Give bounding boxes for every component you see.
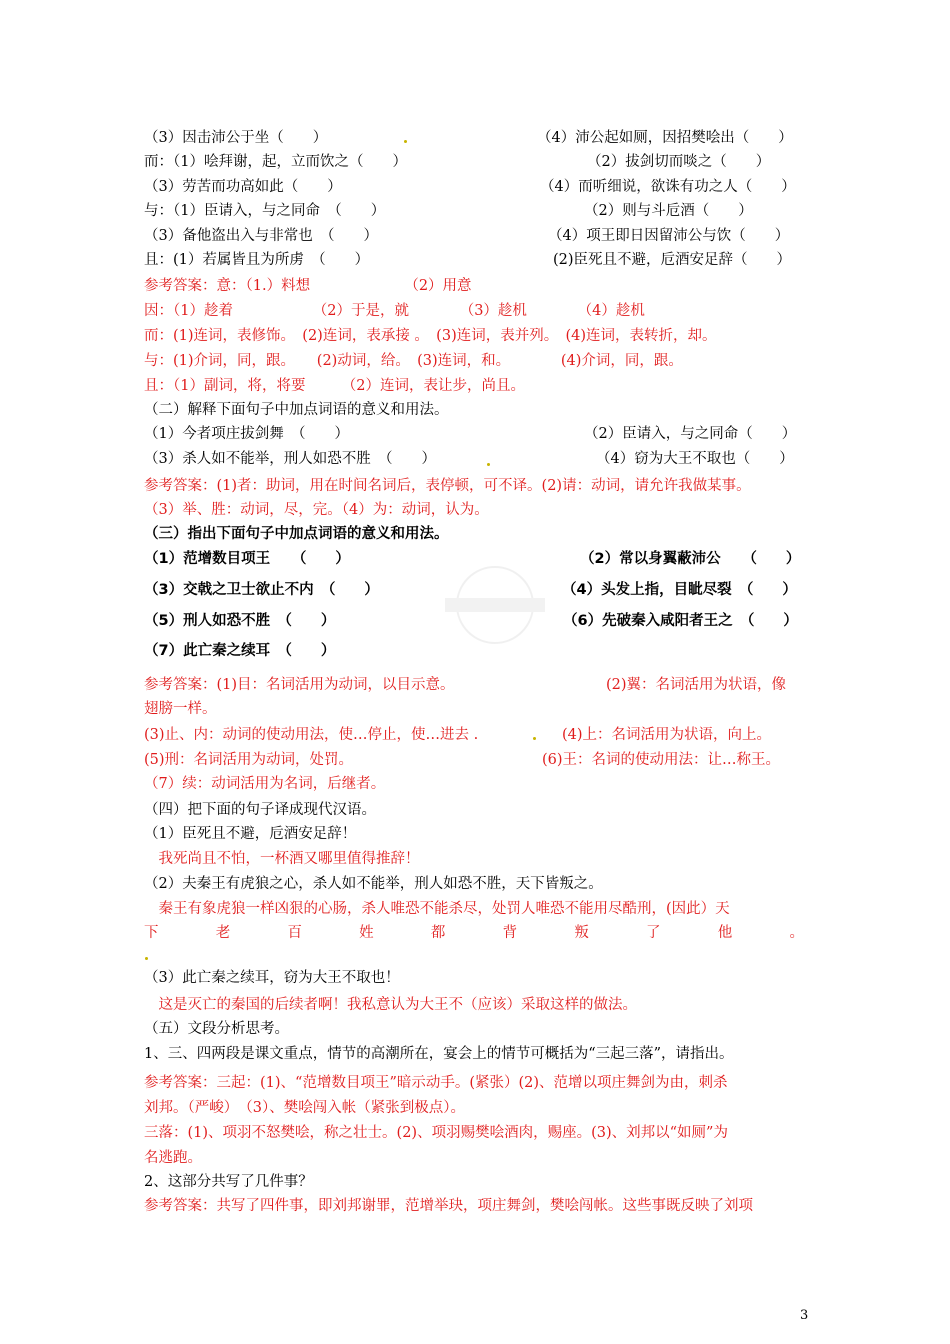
line-right: （2）则与斗卮酒（ ）	[584, 203, 753, 219]
line-text: （7）此亡秦之续耳 （ ）	[144, 643, 336, 659]
line-right: （4）项王即日因留沛公与饮（ ）	[548, 228, 790, 244]
line-text: 参考答案：(1)者：助词，用在时间名词后，表停顿，可不译。(2)请：动词，请允许我做某事。	[144, 478, 751, 494]
stray-mark	[533, 737, 536, 740]
section-heading	[144, 400, 814, 420]
justified-char: 他	[717, 925, 733, 941]
line-text: 三落：(1)、项羽不怒樊哙，称之壮士。(2)、项羽赐樊哙酒肉，赐座。(3)、刘邦以“如厕”为	[144, 1125, 728, 1141]
line-right: （4）沛公起如厕，因招樊哙出（ ）	[537, 130, 793, 146]
page-number: 3	[800, 1308, 809, 1323]
line-left: （3）交戟之卫士欲止不内 （ ）	[144, 582, 379, 598]
justified-char: 姓	[359, 925, 374, 941]
stray-mark	[145, 957, 148, 960]
line-right: (2)翼：名词活用为状语，像	[606, 677, 787, 693]
line-text: （1）臣死且不避，卮酒安足辞！	[144, 826, 357, 842]
stray-mark	[487, 463, 490, 466]
answer-line	[144, 995, 814, 1015]
line-right: （4）头发上指，目眦尽裂 （ ）	[562, 582, 797, 598]
line-text: 而：(1)连词，表修饰。 (2)连词，表承接 。 (3)连词，表并列。 (4)连词，表转折，却。	[144, 328, 717, 344]
line-text: 秦王有象虎狼一样凶狠的心肠，杀人唯恐不能杀尽，处罚人唯恐不能用尽酷刑，(因此）天	[144, 901, 730, 917]
line-text: （四）把下面的句子译成现代汉语。	[144, 802, 376, 818]
justified-char: 百	[287, 925, 302, 941]
question-line	[144, 874, 814, 894]
answer-line	[144, 1098, 814, 1118]
line-text: 因：（1）趁着 （2）于是，就 （3）趁机 （4）趁机	[144, 303, 645, 319]
line-left: 且：(1）若属皆且为所虏 （ ）	[144, 252, 370, 268]
line-text: 1、三、四两段是课文重点，情节的高潮所在，宴会上的情节可概括为“三起三落”，请指出。	[144, 1046, 734, 1062]
line-left: 而：（1）哙拜谢，起，立而饮之（ ）	[144, 154, 407, 170]
question-line	[144, 1172, 814, 1192]
line-left: (5)刑：名词活用为动词，处罚。	[144, 752, 354, 768]
justified-char: 背	[502, 925, 518, 941]
answer-line	[144, 476, 814, 496]
answer-line	[144, 376, 814, 396]
line-right: (6)王：名词的使动用法：让…称王。	[542, 752, 781, 768]
line-left: （3）备他盗出入与非常也 （ ）	[144, 228, 378, 244]
justified-char: 了	[646, 925, 661, 941]
section-heading	[144, 1019, 814, 1039]
line-text: （三）指出下面句子中加点词语的意义和用法。	[144, 526, 449, 542]
line-left: 与：（1）臣请入，与之同命 （ ）	[144, 203, 386, 219]
justified-char: 。	[789, 925, 804, 941]
answer-line	[144, 1196, 814, 1216]
line-text: 翅膀一样。	[144, 701, 217, 717]
justified-char: 老	[215, 925, 231, 941]
question-line	[144, 824, 814, 844]
question-line	[144, 1044, 814, 1064]
line-text: （二）解释下面句子中加点词语的意义和用法。	[144, 402, 449, 418]
line-text: 2、这部分共写了几件事？	[144, 1174, 313, 1190]
answer-line	[144, 699, 814, 719]
section-heading	[144, 524, 814, 544]
answer-line	[144, 326, 814, 346]
line-left: （5）刑人如恐不胜 （ ）	[144, 613, 336, 629]
section-heading	[144, 800, 814, 820]
line-left: （1）范增数目项王 （ ）	[144, 551, 350, 567]
line-left: （1）今者项庄拔剑舞 （ ）	[144, 426, 349, 442]
line-text: 参考答案：三起：(1)、“范增数目项王”暗示动手。(紧张）(2)、范增以项庄舞剑为由，刺杀	[144, 1075, 728, 1091]
line-text: （2）夫秦王有虎狼之心，杀人如不能举，刑人如恐不胜，天下皆叛之。	[144, 876, 603, 892]
answer-line	[144, 1148, 814, 1168]
justified-char: 都	[430, 925, 446, 941]
answer-line	[144, 923, 814, 943]
line-text: （3）此亡秦之续耳，窃为大王不取也！	[144, 970, 400, 986]
line-left: （3）杀人如不能举，刑人如恐不胜 （ ）	[144, 451, 436, 467]
line-right: （2）臣请入，与之同命（ ）	[584, 426, 797, 442]
line-text: 参考答案：共写了四件事，即刘邦谢罪，范增举玦，项庄舞剑，樊哙闯帐。这些事既反映了刘项	[144, 1198, 753, 1214]
line-right: （2）常以身翼蔽沛公 （ ）	[580, 551, 801, 567]
answer-line	[144, 276, 814, 296]
watermark-logo	[405, 560, 585, 650]
line-left: (3)止、内：动词的使动用法，使…停止，使…进去 .	[144, 727, 479, 743]
line-left: （3）劳苦而功高如此（ ）	[144, 179, 342, 195]
answer-line	[144, 1073, 814, 1093]
line-left: （3）因击沛公于坐（ ）	[144, 130, 328, 146]
answer-line	[144, 774, 814, 794]
line-text: （3）举、胜：动词，尽，完。（4）为：动词，认为。	[144, 502, 489, 518]
stray-mark	[404, 140, 407, 143]
line-right: (4)上：名词活用为状语，向上。	[562, 727, 772, 743]
line-right: （4）而听细说，欲诛有功之人（ ）	[540, 179, 796, 195]
line-text: 刘邦。（严峻） （3）、樊哙闯入帐（紧张到极点）。	[144, 1100, 465, 1116]
answer-line	[144, 351, 814, 371]
justified-char: 叛	[574, 925, 589, 941]
line-text: （五）文段分析思考。	[144, 1021, 289, 1037]
line-right: （2）拔剑切而啖之（ ）	[587, 154, 771, 170]
line-right: （6）先破秦入咸阳者王之 （ ）	[563, 613, 798, 629]
answer-line	[144, 500, 814, 520]
line-text: 这是灭亡的秦国的后续者啊！我私意认为大王不（应该）采取这样的做法。	[144, 997, 637, 1013]
answer-line	[144, 301, 814, 321]
answer-line	[144, 899, 814, 919]
line-left: 参考答案：(1)目：名词活用为动词，以目示意。	[144, 677, 455, 693]
line-text: 名逃跑。	[144, 1150, 202, 1166]
justified-char: 下	[144, 925, 159, 941]
question-line	[144, 968, 814, 988]
line-right: （4）窃为大王不取也（ ）	[596, 451, 794, 467]
line-right: (2)臣死且不避，卮酒安足辞（ ）	[553, 252, 792, 268]
line-text: 且：（1）副词，将，将要 （2）连词，表让步，尚且。	[144, 378, 525, 394]
line-text: 我死尚且不怕，一杯酒又哪里值得推辞！	[144, 851, 420, 867]
line-text: 参考答案：意：（1.）料想 （2）用意	[144, 278, 472, 294]
answer-line	[144, 849, 814, 869]
answer-line	[144, 1123, 814, 1143]
line-text: 与：(1)介词，同，跟。 (2)动词，给。 (3)连词，和。 (4)介词，同，跟。	[144, 353, 683, 369]
line-text: （7）续：动词活用为名词，后继者。	[144, 776, 386, 792]
